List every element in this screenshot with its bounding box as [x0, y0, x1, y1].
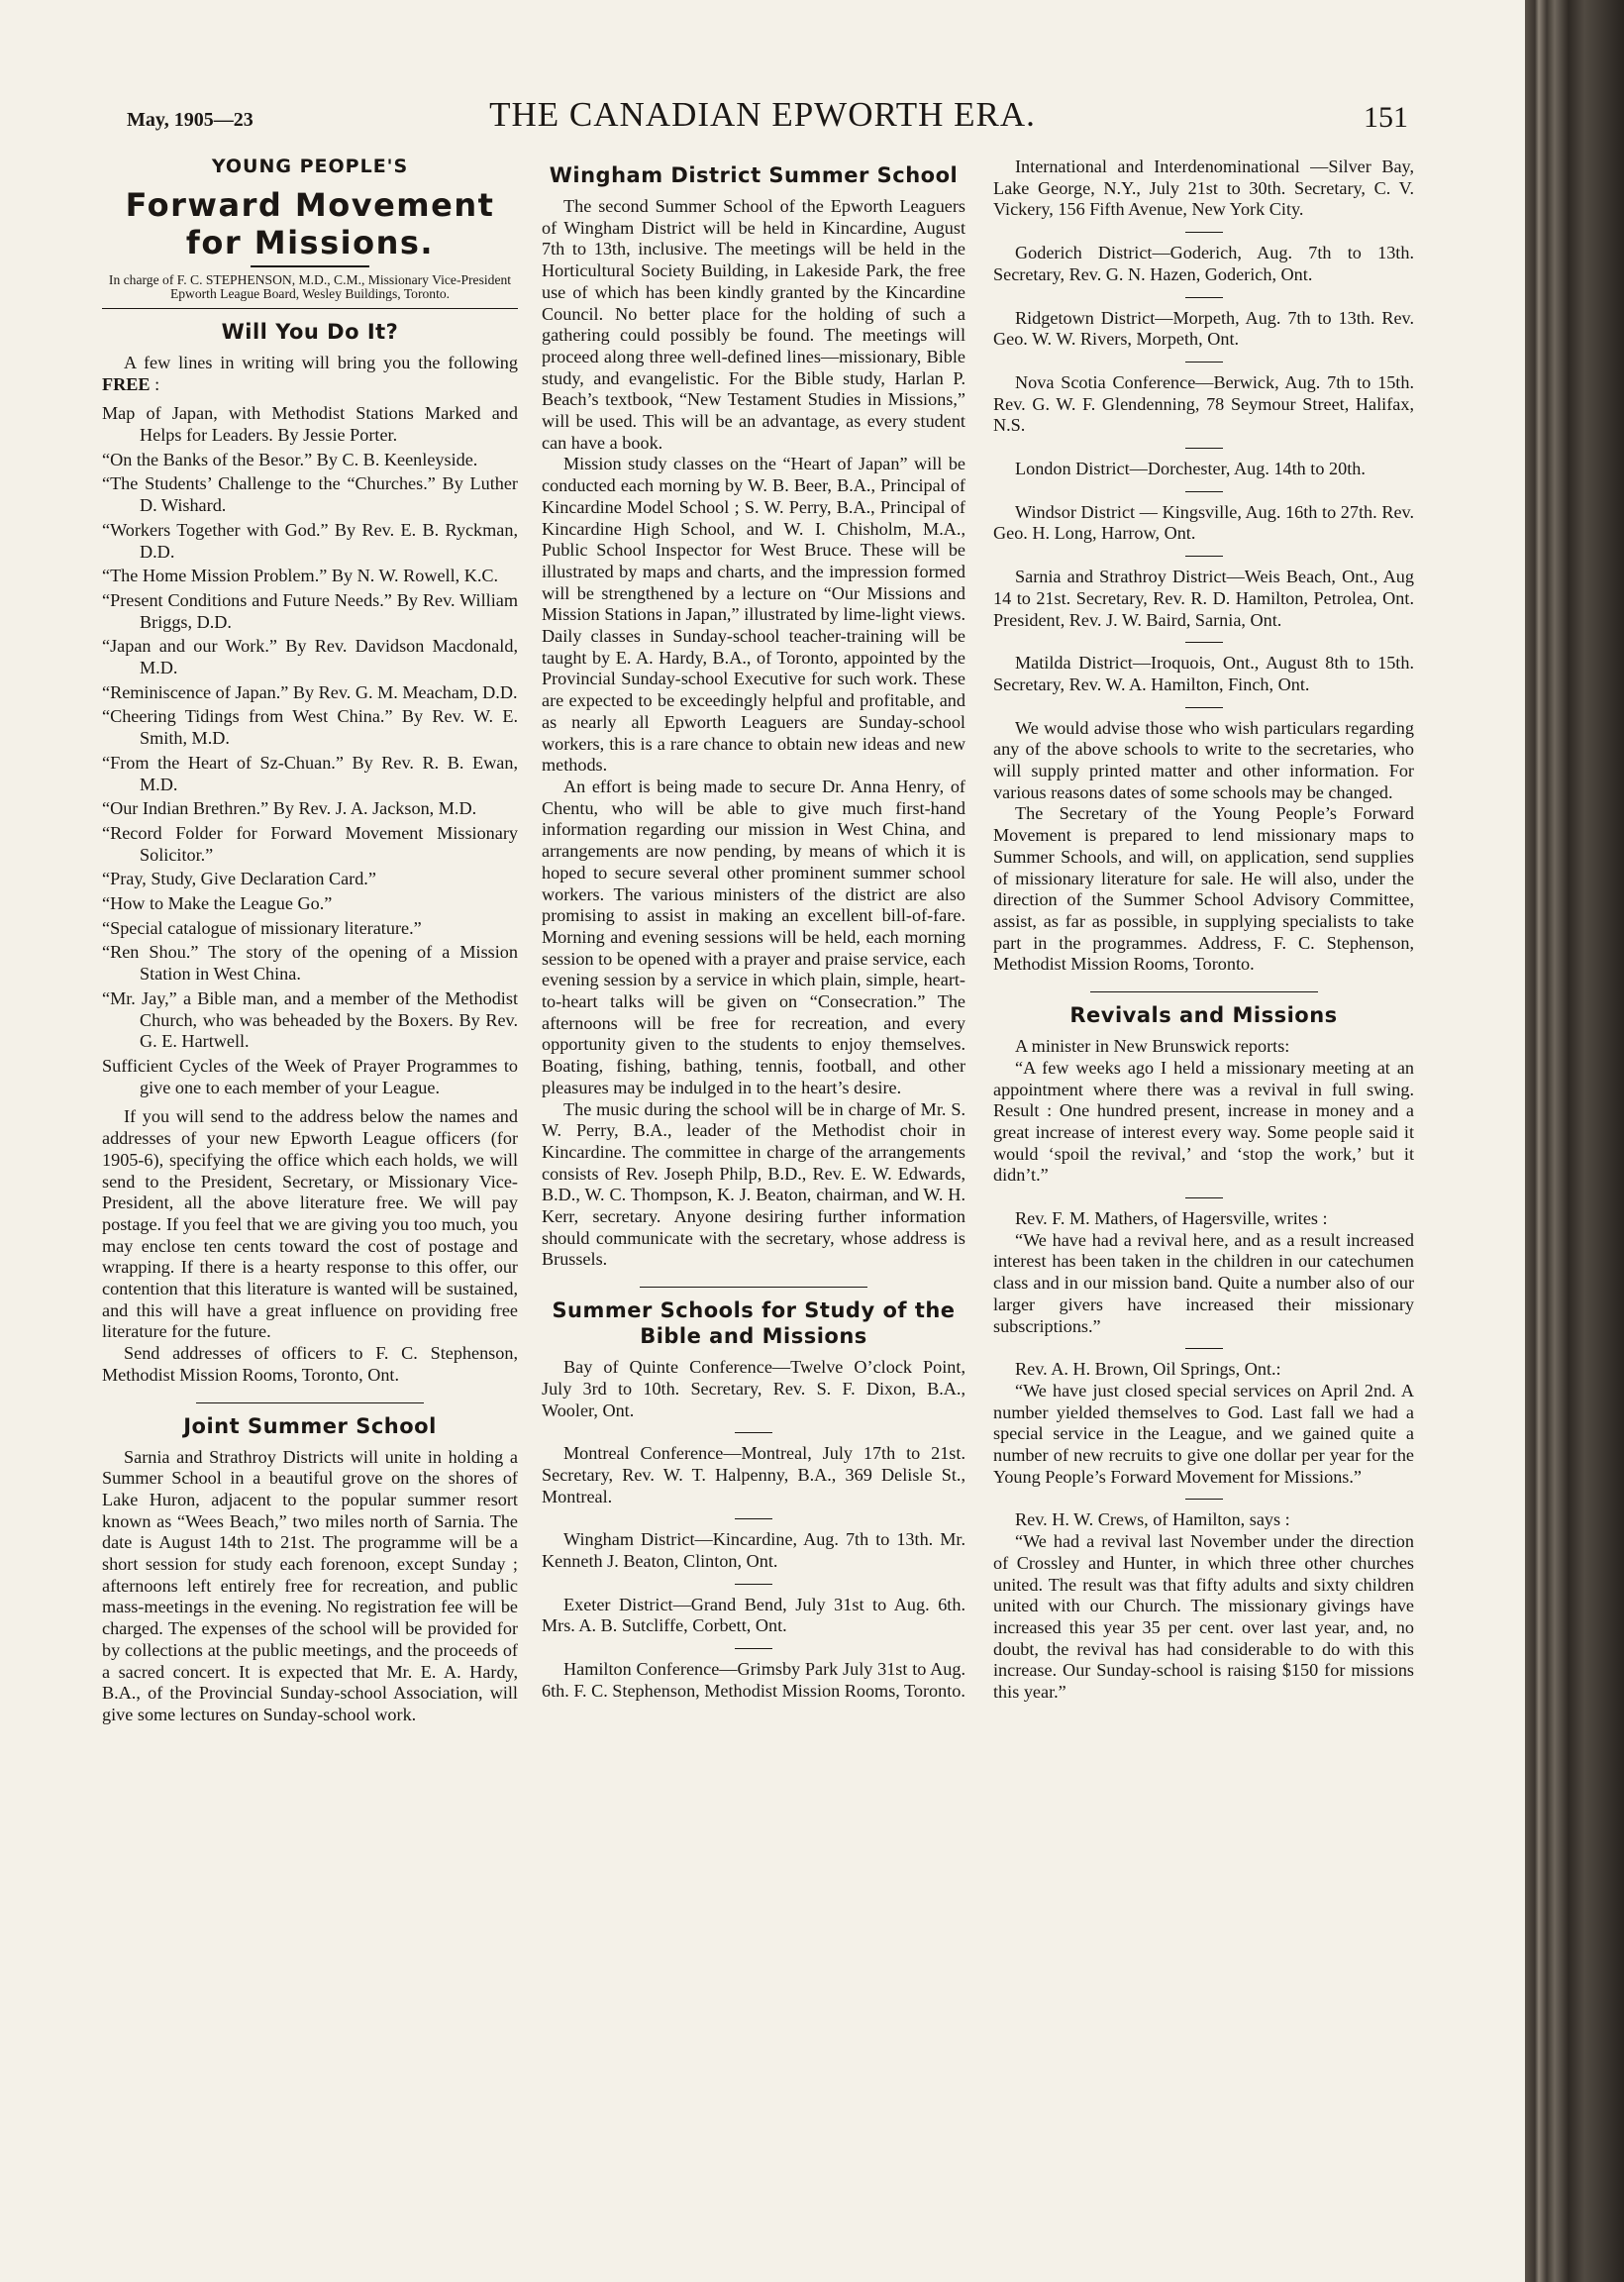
page-header: [119, 95, 1406, 145]
wingham-paragraph: Mission study classes on the “Heart of Japan” will be conducted each morning by W. B. Beer, B.A., Principal of Kincardine Model School ; S. W. Perry, B.A., Principal of Kincardine High School, and W. I. Chisholm, M.A., Public School Inspector for West Bruce. These will be illustrated by maps and charts, and the impression formed will be strengthened by a lecture on “Our Missions and Mission Stations in Japan,” illustrated by lime-light views. Daily classes in Sunday-school teacher-training will be taught by E. A. Hardy, B.A., of Toronto, appointed by the Provincial Sunday-school Executive for such work. These are expected to be exceedingly helpful and profitable, and as nearly all Epworth Leaguers are Sunday-school workers, this is a rare chance to obtain new ideas and new methods.: [542, 454, 965, 776]
entry-dash: [735, 1432, 772, 1433]
list-item: Map of Japan, with Methodist Stations Marked and Helps for Leaders. By Jessie Porter.: [102, 403, 518, 445]
list-item: “The Home Mission Problem.” By N. W. Rowell, K.C.: [102, 566, 499, 586]
school-text: Sarnia and Strathroy District—Weis Beach, Ont., Aug 14 to 21st. Secretary, Rev. R. D. Hamilton, Petrolea, Ont. President, Rev. J. W. Baird, Sarnia, Ont.: [993, 567, 1414, 630]
column-1: [102, 156, 518, 1726]
entry-dash: [1185, 556, 1223, 557]
list-item: “Present Conditions and Future Needs.” By Rev. William Briggs, D.D.: [102, 589, 518, 632]
school-entry: [993, 502, 1414, 545]
entry-dash: [1185, 491, 1223, 492]
entry-dash: [1185, 297, 1223, 298]
entry-dash: [1185, 1499, 1223, 1500]
spacer: [102, 395, 518, 403]
revival-report: [993, 1359, 1414, 1488]
school-text: Matilda District—Iroquois, Ont., August 8th to 15th. Secretary, Rev. W. A. Hamilton, Finch, Ont.: [993, 653, 1414, 694]
joint-summer-school-text: Sarnia and Strathroy Districts will unite in holding a Summer School in a beautiful grove on the shores of Lake Huron, adjacent to the popular summer resort known as “Wees Beach,” two miles north of Sarnia. The date is August 14th to 21st. The programme will be a short session for study each forenoon, except Sunday ; afternoons left entirely free for recreation, and public mass-meetings in the evening. No registration fee will be charged. The expenses of the school will be provided for by collections at the public meetings, and the proceeds of a sacred concert. It is expected that Mr. E. A. Hardy, B.A., of the Provincial Sunday-school Association, will give some lectures on Sunday-school work.: [102, 1446, 518, 1724]
entry-dash: [1185, 448, 1223, 449]
will-you-do-it-heading: Will You Do It?: [221, 319, 399, 344]
revival-intro: Rev. H. W. Crews, of Hamilton, says :: [1015, 1509, 1290, 1530]
entry-dash: [1185, 707, 1223, 708]
revival-intro: A minister in New Brunswick reports:: [1015, 1036, 1290, 1057]
school-entry: [993, 372, 1414, 437]
summer-schools-heading: Summer Schools for Study of the Bible and Missions: [552, 1298, 956, 1349]
school-entry: [993, 156, 1414, 221]
school-entry: [542, 1443, 965, 1507]
section-divider: [1090, 991, 1318, 992]
revivals-heading: Revivals and Missions: [1069, 1003, 1338, 1028]
list-item: “Special catalogue of missionary literature.”: [102, 917, 422, 938]
entry-dash: [735, 1648, 772, 1649]
list-item: “Record Folder for Forward Movement Missionary Solicitor.”: [102, 822, 518, 865]
wingham-paragraph: An effort is being made to secure Dr. Anna Henry, of Chentu, who will be able to give much first-hand information regarding our mission in West China, and arrangements are now pending, by means of which it is hoped to secure several other prominent summer school workers. The various ministers of the district are also promising to assist in making an excellent bill-of-fare. Morning and evening sessions will be held, each morning session to be opened with a prayer and praise service, each evening session by a service in which plain, simple, heart-to-heart talks will be given on “Consecration.” The afternoons will be free for recreation, and every opportunity given to the students to enjoy themselves. Boating, fishing, bathing, tennis, football, and other pleasures may be indulged in to the heart’s desire.: [542, 776, 965, 1097]
list-item: “Workers Together with God.” By Rev. E. B. Ryckman, D.D.: [102, 519, 518, 562]
in-charge-note: In charge of F. C. STEPHENSON, M.D., C.M., Missionary Vice-President Epworth League Board, Wesley Buildings, Toronto.: [108, 271, 512, 302]
free-emphasis: FREE: [102, 373, 151, 394]
entry-dash: [1185, 362, 1223, 363]
revival-intro: Rev. A. H. Brown, Oil Springs, Ont.:: [1015, 1359, 1281, 1380]
school-text: Nova Scotia Conference—Berwick, Aug. 7th to 15th. Rev. G. W. F. Glendenning, 78 Seymour Street, Halifax, N.S.: [993, 371, 1414, 436]
magazine-title: THE CANADIAN EPWORTH ERA.: [489, 95, 1036, 134]
book-spine-edge: [1525, 0, 1624, 2282]
section-divider: [640, 1287, 867, 1288]
revival-report: [993, 1509, 1414, 1703]
advise-paragraph: The Secretary of the Young People’s Forward Movement is prepared to lend missionary maps to Summer Schools, and will, on application, send supplies of missionary literature for sale. He will also, under the direction of the Summer School Advisory Committee, assist, as far as possible, in supplying specialists to take part in the programmes. Address, F. C. Stephenson, Methodist Mission Rooms, Toronto.: [993, 803, 1414, 975]
send-address: Send addresses of officers to F. C. Stephenson, Methodist Mission Rooms, Toronto, Ont.: [102, 1343, 518, 1385]
school-entry: [993, 243, 1414, 285]
school-entry: [542, 1357, 965, 1421]
entry-dash: [735, 1584, 772, 1585]
school-entry: [993, 567, 1414, 631]
spacer: [102, 1098, 518, 1106]
list-item: “The Students’ Challenge to the “Churches.” By Luther D. Wishard.: [102, 473, 518, 516]
list-item: “Japan and our Work.” By Rev. Davidson Macdonald, M.D.: [102, 636, 518, 678]
list-item: “Our Indian Brethren.” By Rev. J. A. Jackson, M.D.: [102, 798, 477, 819]
title-rule: [251, 265, 369, 267]
send-paragraph: If you will send to the address below the names and addresses of your new Epworth League officers (for 1905-6), specifying the office which each holds, we will send to the President, Secretary, or Missionary Vice-President, all the above literature free. We will pay postage. If you feel that we are giving you too much, you may enclose ten cents toward the cost of postage and wrapping. If there is a hearty response to this offer, our contention that this literature is wanted will be sustained, and this will have a great influence on providing free literature for the future.: [102, 1106, 518, 1342]
revival-quote: “A few weeks ago I held a missionary meeting at an appointment where there was a revival in full swing. Result : One hundred present, increase in money and a great increase of interest every way. Some people said it would ‘spoil the revival,’ and ‘stop the work,’ but it didn’t.”: [993, 1057, 1414, 1186]
school-text: London District—Dorchester, Aug. 14th to 20th.: [1015, 459, 1366, 479]
section-title-line-1: Forward Movement: [125, 185, 495, 224]
school-text: Montreal Conference—Montreal, July 17th to 21st. Secretary, Rev. W. T. Halpenny, B.A., 369 Delisle St., Montreal.: [542, 1443, 965, 1506]
entry-dash: [1185, 1197, 1223, 1198]
revival-report: [993, 1208, 1414, 1337]
column-3: [993, 156, 1414, 1704]
school-entry: [993, 459, 1414, 480]
entry-dash: [735, 1518, 772, 1519]
list-item: “How to Make the League Go.”: [102, 893, 333, 914]
wingham-heading: Wingham District Summer School: [549, 163, 959, 187]
school-text: Exeter District—Grand Bend, July 31st to Aug. 6th. Mrs. A. B. Sutcliffe, Corbett, Ont.: [542, 1594, 965, 1636]
school-text: Windsor District — Kingsville, Aug. 16th to 27th. Rev. Geo. H. Long, Harrow, Ont.: [993, 501, 1414, 544]
list-item: “Ren Shou.” The story of the opening of a Mission Station in West China.: [102, 942, 518, 985]
list-item: “On the Banks of the Besor.” By C. B. Keenleyside.: [102, 449, 478, 469]
school-text: Wingham District—Kincardine, Aug. 7th to 13th. Mr. Kenneth J. Beaton, Clinton, Ont.: [542, 1529, 965, 1572]
school-text: Ridgetown District—Morpeth, Aug. 7th to 13th. Rev. Geo. W. W. Rivers, Morpeth, Ont.: [993, 307, 1414, 350]
revival-quote: “We have had a revival here, and as a result increased interest has been taken in the children in our catechumen class and in our mission band. Quite a number also of our larger givers have increased their missionary subscriptions.”: [993, 1229, 1414, 1336]
school-text: Goderich District—Goderich, Aug. 7th to 13th. Secretary, Rev. G. N. Hazen, Goderich, Ont.: [993, 243, 1414, 284]
free-literature-list: [102, 403, 518, 1098]
entry-dash: [1185, 232, 1223, 233]
entry-dash: [1185, 1348, 1223, 1349]
divider: [102, 308, 518, 309]
list-item: “From the Heart of Sz-Chuan.” By Rev. R. B. Ewan, M.D.: [102, 752, 518, 794]
revival-quote: “We have just closed special services on April 2nd. A number yielded themselves to God. Last fall we had a special service in the League, and we gained quite a number of new recruits to give one dollar per year for the Young People’s Forward Movement for Missions.”: [993, 1380, 1414, 1487]
list-item: “Pray, Study, Give Declaration Card.”: [102, 869, 376, 889]
advise-paragraph: We would advise those who wish particulars regarding any of the above schools to write to the secretaries, who will supply printed matter and other information. For various reasons dates of some schools may be changed.: [993, 717, 1414, 802]
school-entry: [542, 1659, 965, 1702]
school-entry: [542, 1529, 965, 1572]
wingham-paragraph: The music during the school will be in charge of Mr. S. W. Perry, B.A., leader of the Methodist choir in Kincardine. The committee in charge of the arrangements consists of Rev. Joseph Philp, B.D., Rev. E. W. Edwards, B.D., W. C. Thompson, K. J. Beaton, chairman, and W. H. Kerr, secretary. Anyone desiring further information should communicate with the secretary, whose address is Brussels.: [542, 1098, 965, 1270]
intro-text: A few lines in writing will bring you the following: [124, 352, 518, 372]
intro-end: :: [150, 373, 160, 394]
joint-summer-school-heading: Joint Summer School: [183, 1413, 437, 1438]
revival-report: [993, 1036, 1414, 1187]
issue-date: May, 1905—23: [127, 109, 254, 131]
section-kicker: YOUNG PEOPLE'S: [211, 156, 409, 177]
revival-quote: “We had a revival last November under the direction of Crossley and Hunter, in which three other churches united. The result was that fifty adults and sixty children united with our Church. The missionary givings have increased this year 35 per cent. over last year, and, no doubt, the revival has had considerable to do with this increase. Our Sunday-school is raising $150 for missions this year.”: [993, 1531, 1414, 1703]
school-entry: [993, 308, 1414, 351]
free-intro: [102, 353, 518, 395]
school-text: International and Interdenominational —Silver Bay, Lake George, N.Y., July 21st to 30th. Secretary, C. V. Vickery, 156 Fifth Avenue, New York City.: [993, 156, 1414, 220]
school-entry: [542, 1595, 965, 1637]
school-text: Bay of Quinte Conference—Twelve O’clock Point, July 3rd to 10th. Secretary, Rev. S. F. Dixon, B.A., Wooler, Ont.: [542, 1357, 965, 1420]
list-item: “Reminiscence of Japan.” By Rev. G. M. Meacham, D.D.: [102, 681, 518, 702]
page-number: 151: [1364, 101, 1408, 134]
wingham-paragraph: The second Summer School of the Epworth Leaguers of Wingham District will be held in Kincardine, August 7th to 13th, inclusive. The meetings will be held in the Horticultural Society Building, in Lakeside Park, the free use of which has been kindly granted by the Kincardine Council. No better place for the holding of such a gathering could possibly be found. The meetings will proceed along three well-defined lines—missionary, Bible study, and evangelistic. For the Bible study, Harlan P. Beach’s textbook, “New Testament Studies in Missions,” will be used. This will be an advantage, as every student can have a book.: [542, 196, 965, 453]
column-2: [542, 156, 965, 1703]
list-item: Sufficient Cycles of the Week of Prayer Programmes to give one to each member of your League.: [102, 1055, 518, 1097]
section-divider: [196, 1402, 424, 1403]
list-item: “Mr. Jay,” a Bible man, and a member of the Methodist Church, who was beheaded by the Boxers. By Rev. G. E. Hartwell.: [102, 987, 518, 1052]
entry-dash: [1185, 642, 1223, 643]
section-title-line-2: for Missions.: [185, 223, 435, 261]
list-item: “Cheering Tidings from West China.” By Rev. W. E. Smith, M.D.: [102, 706, 518, 749]
school-entry: [993, 653, 1414, 695]
school-text: Hamilton Conference—Grimsby Park July 31st to Aug. 6th. F. C. Stephenson, Methodist Mission Rooms, Toronto.: [542, 1659, 965, 1701]
revival-intro: Rev. F. M. Mathers, of Hagersville, writes :: [1015, 1208, 1328, 1229]
